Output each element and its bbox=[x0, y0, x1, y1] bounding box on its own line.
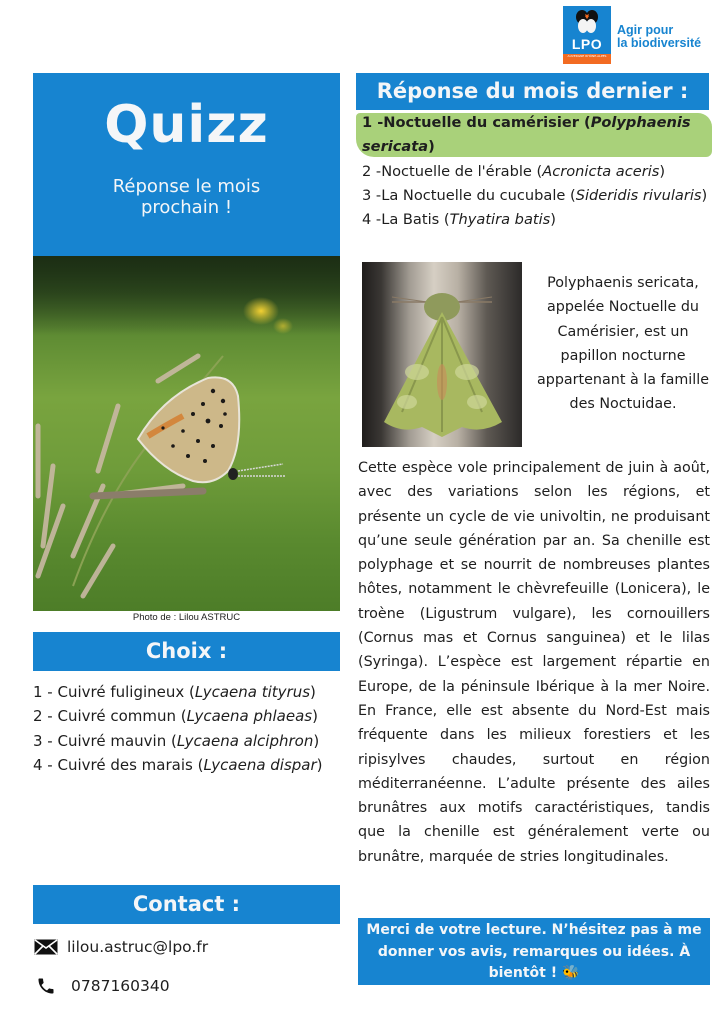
butterfly-illustration bbox=[33, 256, 340, 611]
photo-credit: Photo de : Lilou ASTRUC bbox=[132, 612, 241, 623]
answer-item-3-suffix: ) bbox=[701, 186, 708, 204]
choix-item-4 bbox=[33, 753, 333, 777]
puffins-icon bbox=[573, 8, 601, 36]
choix-item-1-name: 1 - Cuivré fuligineux ( bbox=[33, 683, 195, 701]
answer-item-3 bbox=[362, 184, 712, 208]
answer-item-4 bbox=[362, 208, 712, 232]
quizz-title: Quizz bbox=[104, 95, 269, 155]
answer-item-2 bbox=[362, 160, 712, 184]
phone-icon bbox=[33, 976, 59, 996]
logo-tagline-line1: Agir pour bbox=[617, 23, 674, 37]
choix-item-4-name: 4 - Cuivré des marais ( bbox=[33, 755, 204, 774]
logo-tagline bbox=[617, 24, 701, 50]
lpo-logo bbox=[563, 6, 723, 64]
lpo-logo-mark bbox=[563, 6, 611, 64]
answer-item-4-name: 4 -La Batis ( bbox=[362, 211, 450, 229]
logo-region-band: AUVERGNE RHÔNE-ALPES bbox=[563, 54, 611, 64]
envelope-icon bbox=[33, 937, 59, 957]
answer-item-2-latin: Acronicta aceris bbox=[542, 162, 660, 180]
choix-item-3 bbox=[33, 729, 333, 753]
contact-phone-row[interactable] bbox=[33, 974, 333, 998]
logo-tagline-line2: la biodiversité bbox=[617, 36, 702, 50]
choix-header: Choix : bbox=[33, 632, 340, 671]
moth-caption: Polyphaenis sericata, appelée Noctuelle du Camérisier, est un papillon nocturne appartenant à la famille des Noctuidae. bbox=[536, 275, 709, 413]
answer-item-4-latin: Thyatira batis bbox=[449, 211, 551, 229]
choix-item-2-suffix: ) bbox=[312, 707, 318, 726]
contact-email-row[interactable] bbox=[33, 935, 333, 959]
quizz-subtitle bbox=[33, 176, 340, 218]
moth-illustration bbox=[362, 262, 522, 447]
contact-header: Contact : bbox=[33, 885, 340, 924]
choix-item-1-suffix: ) bbox=[310, 683, 316, 701]
choix-item-2 bbox=[33, 704, 333, 728]
logo-blue-square bbox=[563, 6, 611, 54]
answer-header: Réponse du mois dernier : bbox=[356, 73, 709, 110]
answer-list bbox=[362, 111, 712, 232]
answer-item-4-suffix: ) bbox=[550, 211, 556, 229]
butterfly-photo bbox=[33, 256, 340, 611]
contact-email[interactable]: lilou.astruc@lpo.fr bbox=[67, 938, 209, 956]
quizz-subtitle-line2: prochain ! bbox=[140, 197, 233, 218]
contact-phone[interactable]: 0787160340 bbox=[71, 977, 170, 995]
answer-item-1-correct bbox=[362, 111, 712, 160]
choix-item-3-suffix: ) bbox=[313, 731, 320, 750]
answer-item-1-suffix: ) bbox=[428, 138, 435, 156]
choix-item-4-latin: Lycaena dispar bbox=[203, 755, 317, 774]
answer-item-2-suffix: ) bbox=[659, 162, 666, 180]
answer-item-3-name: 3 -La Noctuelle du cucubale ( bbox=[362, 186, 576, 204]
choix-item-1 bbox=[33, 680, 333, 704]
moth-photo bbox=[362, 262, 522, 447]
choix-item-3-latin: Lycaena alciphron bbox=[176, 731, 314, 750]
article-body: Cette espèce vole principalement de juin à août, avec des variations selon les régions, et présente un cycle de vie univoltin, ne produisant qu’une seule génération par an. Sa chenille est polyphage et se nourrit de nombreuses plantes hôtes, notamment le chèvrefeuille (Lonicera), le troène (Ligustrum vulgare), les cornouillers (Cornus mas et Cornus sanguinea) et le lilas (Syringa). L’espèce est largement répartie en Europe, de la péninsule Ibérique à la mer Noire. En France, elle est absente du Nord-Est mais fréquente dans les milieux forestiers et les ripisylves chaudes, surtout en région méditerranéenne. L’adulte présente des ailes brunâtres aux motifs caractéristiques, tandis que la chenille est généralement verte ou brunâtre, marquée de stries longitudinales. bbox=[358, 460, 710, 865]
choix-item-2-latin: Lycaena phlaeas bbox=[186, 707, 313, 726]
answer-item-1-latin: Polyphaenis sericata bbox=[362, 114, 691, 156]
answer-item-2-name: 2 -Noctuelle de l'érable ( bbox=[362, 162, 543, 180]
quizz-banner bbox=[33, 73, 340, 256]
choix-item-2-name: 2 - Cuivré commun ( bbox=[33, 707, 187, 726]
choix-item-1-latin: Lycaena tityrus bbox=[194, 683, 311, 701]
answer-item-1-name: 1 -Noctuelle du camérisier ( bbox=[362, 114, 591, 131]
closing-message: Merci de votre lecture. N’hésitez pas à me donner vos avis, remarques ou idées. À bientôt ! 🐝 bbox=[358, 918, 710, 985]
choix-list bbox=[33, 680, 333, 777]
logo-acronym: LPO bbox=[571, 36, 603, 52]
quizz-subtitle-line1: Réponse le mois bbox=[112, 176, 261, 197]
choix-item-4-suffix: ) bbox=[316, 755, 323, 774]
answer-item-3-latin: Sideridis rivularis bbox=[575, 186, 702, 204]
choix-item-3-name: 3 - Cuivré mauvin ( bbox=[33, 731, 177, 750]
